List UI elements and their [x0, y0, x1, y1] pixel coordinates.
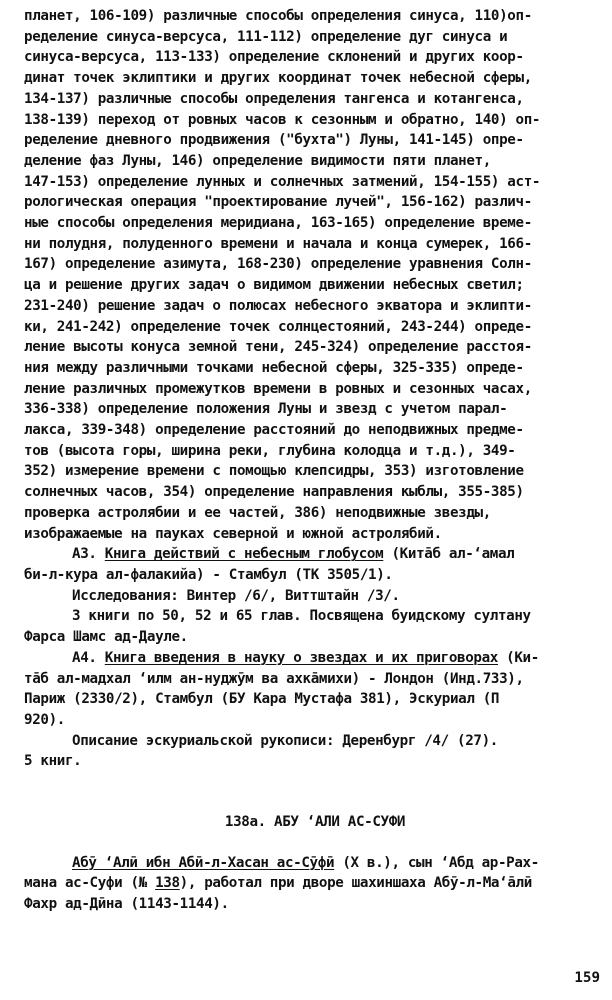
biography-line-3: Фахр ад-Дӣна (1143-1144). [24, 896, 229, 913]
text-line: ца и решение других задач о видимом движении небесных светил; [24, 277, 524, 294]
main-paragraph [24, 6, 606, 544]
entry-a4-number: А4. [72, 649, 97, 666]
text-line: ределение дневного продвижения ("бухта") Луны, 141-145) опре- [24, 132, 524, 149]
text-line: изображаемые на пауках северной и южной астролябий. [24, 525, 442, 542]
entry-a3-number: А3. [72, 546, 97, 563]
text-line: ление высоты конуса земной тени, 245-324) определение расстоя- [24, 339, 532, 356]
entry-a4-description-2: 5 книг. [24, 753, 82, 770]
text-line: ление различных промежутков времени в ровных и сезонных часах, [24, 380, 532, 397]
entry-a4 [24, 648, 606, 772]
entry-a4-line-3: Париж (2330/2), Стамбул (БУ Кара Мустафа 381), Эскуриал (П [24, 691, 500, 708]
text-line: динат точек эклиптики и других координат точек небесной сферы, [24, 70, 532, 87]
text-line: 138-139) переход от ровных часов к сезонным и обратно, 140) оп- [24, 111, 541, 128]
entry-a3-line-2: би-л-кура ал-фалакийа) - Стамбул (ТК 3505/1). [24, 566, 393, 583]
entry-a4-title: Книга введения в науку о звездах и их приговорах [104, 649, 498, 666]
entry-a3-arabic-title: (Кита̄б ал-ʻамал [383, 546, 515, 563]
text-line: ределение синуса-версуса, 111-112) определение дуг синуса и [24, 28, 508, 45]
entry-a4-description-1: Описание эскуриальской рукописи: Деренбург /4/ (27). [72, 732, 498, 749]
text-line: проверка астролябии и ее частей, 386) неподвижные звезды, [24, 504, 491, 521]
text-line: планет, 106-109) различные способы определения синуса, 110)оп- [24, 8, 532, 24]
text-line: 352) измерение времени с помощью клепсидры, 353) изготовление [24, 463, 524, 480]
text-line: 231-240) решение задач о полюсах небесного экватора и эклипти- [24, 297, 532, 314]
entry-a3 [24, 544, 606, 648]
text-line: ки, 241-242) определение точек солнцестояний, 243-244) опреде- [24, 318, 532, 335]
text-line: 336-338) определение положения Луны и звезд с учетом парал- [24, 401, 508, 418]
scholar-name: Абӯ ʻАлӣ ибн Абӣ-л-Хасан ас-Сӯфӣ [72, 854, 335, 871]
text-line: лакса, 339-348) определение расстояний до неподвижных предме- [24, 422, 524, 439]
page-number: 159 [574, 970, 600, 986]
text-line: тов (высота горы, ширина реки, глубина колодца и т.д.), 349- [24, 442, 516, 459]
text-line: ния между различными точками небесной сферы, 325-335) опреде- [24, 359, 524, 376]
entry-a3-description-2: Фарса Шамс ад-Дауле. [24, 629, 188, 646]
cross-reference: 138 [155, 875, 180, 892]
text-line: деление фаз Луны, 146) определение видимости пяти планет, [24, 152, 491, 169]
entry-a4-line-2: та̄б ал-мадхал ʻилм ан-нуджӯм ва ахка̄михи) - Лондон (Инд.733), [24, 670, 524, 687]
entry-a4-line-4: 920). [24, 711, 65, 728]
text-line: рологическая операция "проектирование лучей", 156-162) различ- [24, 194, 532, 211]
text-line: ные способы определения меридиана, 163-165) определение време- [24, 215, 532, 232]
text-line: синуса-версуса, 113-133) определение склонений и других коор- [24, 49, 524, 66]
section-heading: 138а. АБУ ʻАЛИ АС-СУФИ [224, 814, 406, 831]
text-line: солнечных часов, 354) определение направления кыблы, 355-385) [24, 484, 524, 501]
entry-a3-description-1: 3 книги по 50, 52 и 65 глав. Посвящена буидскому султану [72, 608, 531, 625]
text-line: 134-137) различные способы определения тангенса и котангенса, [24, 90, 524, 107]
entry-a3-research: Исследования: Винтер /6/, Виттштайн /3/. [72, 587, 400, 604]
biography-line-1: (X в.), сын ʻАбд ар-Рах- [334, 854, 539, 871]
entry-a4-arabic-title: (Ки- [497, 649, 539, 666]
entry-a3-title: Книга действий с небесным глобусом [104, 546, 384, 563]
biography-paragraph [24, 853, 606, 915]
text-line: 167) определение азимута, 168-230) определение уравнения Солн- [24, 256, 532, 273]
text-line: 147-153) определение лунных и солнечных затмений, 154-155) аст- [24, 173, 541, 190]
text-line: ни полудня, полуденного времени и начала и конца сумерек, 166- [24, 235, 532, 252]
biography-line-2a: мана ас-Суфи (№ [24, 875, 156, 892]
biography-line-2b: ), работал при дворе шахиншаха Абӯ-л-Маʻа̄лӣ [179, 875, 532, 892]
